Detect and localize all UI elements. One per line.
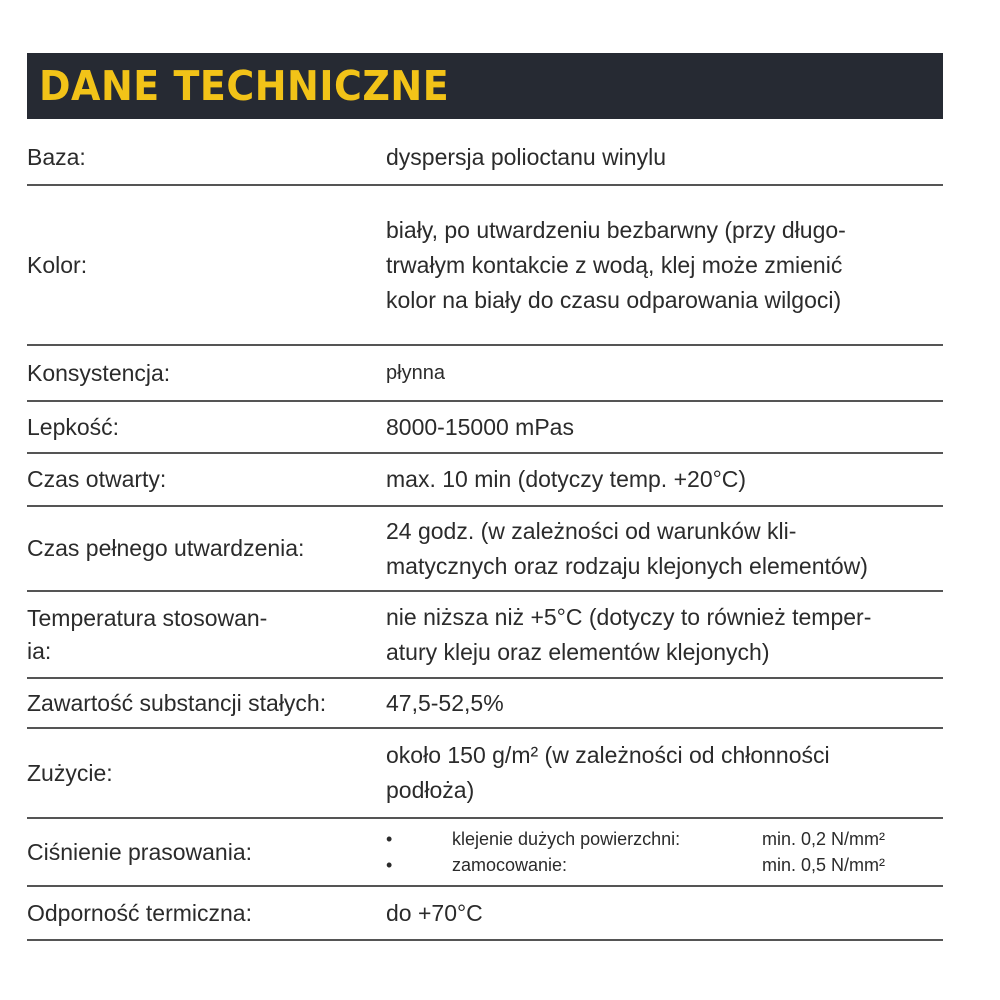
section-title: DANE TECHNICZNE xyxy=(39,62,450,110)
row-value: 8000-15000 mPas xyxy=(386,413,574,440)
row-value: płynna xyxy=(386,361,445,384)
row-label: Konsystencja: xyxy=(27,359,171,386)
row-value: do +70°C xyxy=(386,899,483,926)
spec-row-consumption xyxy=(27,729,943,819)
bullet-text: zamocowanie: xyxy=(452,855,568,875)
spec-row-solids xyxy=(27,679,943,729)
row-value: nie niższa niż +5°C (dotyczy to również temper- atury kleju oraz elementów klejonych) xyxy=(386,603,872,665)
row-value: max. 10 min (dotyczy temp. +20°C) xyxy=(386,466,747,492)
row-label: Odporność termiczna: xyxy=(27,899,252,926)
row-value: biały, po utwardzeniu bezbarwny (przy długo- trwałym kontakcie z wodą, klej może zmienić kolor na biały do czasu odparowania wilgoci) xyxy=(386,216,846,313)
row-value: 47,5-52,5% xyxy=(386,689,504,716)
spec-row-viscosity xyxy=(27,402,943,454)
spec-row-base xyxy=(27,131,943,186)
bullet-value: min. 0,5 N/mm² xyxy=(762,855,886,875)
spec-row-pressing-pressure xyxy=(27,819,943,887)
spec-row-temperature xyxy=(27,592,943,679)
bullet-value: min. 0,2 N/mm² xyxy=(762,829,886,849)
row-value: 24 godz. (w zależności od warunków kli- matycznych oraz rodzaju klejonych elementów) xyxy=(386,517,868,579)
bullet-list xyxy=(386,826,943,878)
section-header xyxy=(27,53,943,119)
bullet-icon: • xyxy=(386,855,393,875)
bullet-text: klejenie dużych powierzchni: xyxy=(452,829,681,849)
spec-row-consistency xyxy=(27,346,943,402)
row-label: Kolor: xyxy=(27,251,88,278)
list-item xyxy=(386,826,943,852)
spec-row-open-time xyxy=(27,454,943,507)
spec-table xyxy=(27,131,943,941)
row-label: Czas otwarty: xyxy=(27,466,167,492)
row-label: Zawartość substancji stałych: xyxy=(27,689,327,716)
list-item xyxy=(386,852,943,878)
row-label: Baza: xyxy=(27,144,86,170)
spec-row-thermal-resistance xyxy=(27,887,943,941)
row-label: Ciśnienie prasowania: xyxy=(27,838,253,865)
row-label: Czas pełnego utwardzenia: xyxy=(27,535,305,561)
row-value: dyspersja polioctanu winylu xyxy=(386,144,666,170)
spec-row-color xyxy=(27,186,943,346)
row-label: Lepkość: xyxy=(27,413,120,440)
spec-row-curing-time xyxy=(27,507,943,592)
row-value: około 150 g/m² (w zależności od chłonności podłoża) xyxy=(386,742,830,803)
row-label: Temperatura stosowan- ia: xyxy=(27,604,268,664)
bullet-icon: • xyxy=(386,829,393,849)
row-label: Zużycie: xyxy=(27,759,113,786)
